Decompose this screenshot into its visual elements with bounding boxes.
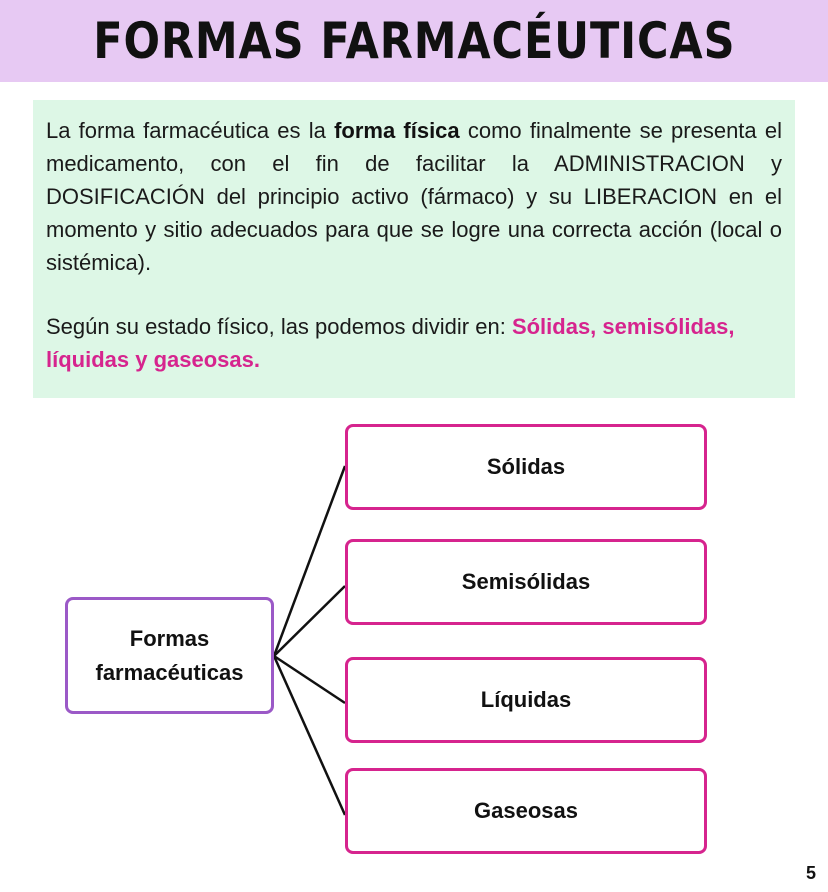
node-solidas [345, 424, 707, 510]
node-solidas-label: Sólidas [486, 454, 566, 479]
connector-solidas [274, 466, 345, 656]
node-semisolidas [345, 539, 707, 625]
page-title: FORMAS FARMACÉUTICAS [92, 12, 736, 70]
connector-liquidas [274, 656, 345, 703]
node-liquidas-label: Líquidas [480, 687, 572, 712]
intro-box [33, 100, 795, 398]
root-label-line1: Formas [129, 625, 210, 651]
node-liquidas [345, 657, 707, 743]
page-number: 5 [805, 863, 816, 883]
connector-gaseosas [274, 656, 345, 815]
node-gaseosas-label: Gaseosas [474, 798, 578, 823]
root-label-line2: farmacéuticas [95, 659, 244, 685]
definition-text-end: como finalmente se presenta el medicamento, con el fin de facilitar la ADMINISTRACION y DOSIFICACIÓN del principio activo (fármaco) y su LIBERACION en el momento y sitio adecuados para que se logre una correcta acción (local o sistémica). [46, 118, 782, 275]
connector-semisolidas [274, 586, 345, 656]
definition-paragraph [46, 114, 782, 279]
definition-highlight: forma física [334, 118, 460, 143]
title-banner [0, 0, 828, 82]
classification-highlight: Sólidas, semisólidas, líquidas y gaseosas. [46, 314, 735, 372]
diagram-root-node [65, 597, 274, 714]
classification-text: Según su estado físico, las podemos dividir en: [46, 314, 512, 339]
classification-paragraph [46, 310, 782, 376]
node-semisolidas-label: Semisólidas [461, 569, 591, 594]
node-gaseosas [345, 768, 707, 854]
definition-text-start: La forma farmacéutica es la [46, 118, 335, 143]
